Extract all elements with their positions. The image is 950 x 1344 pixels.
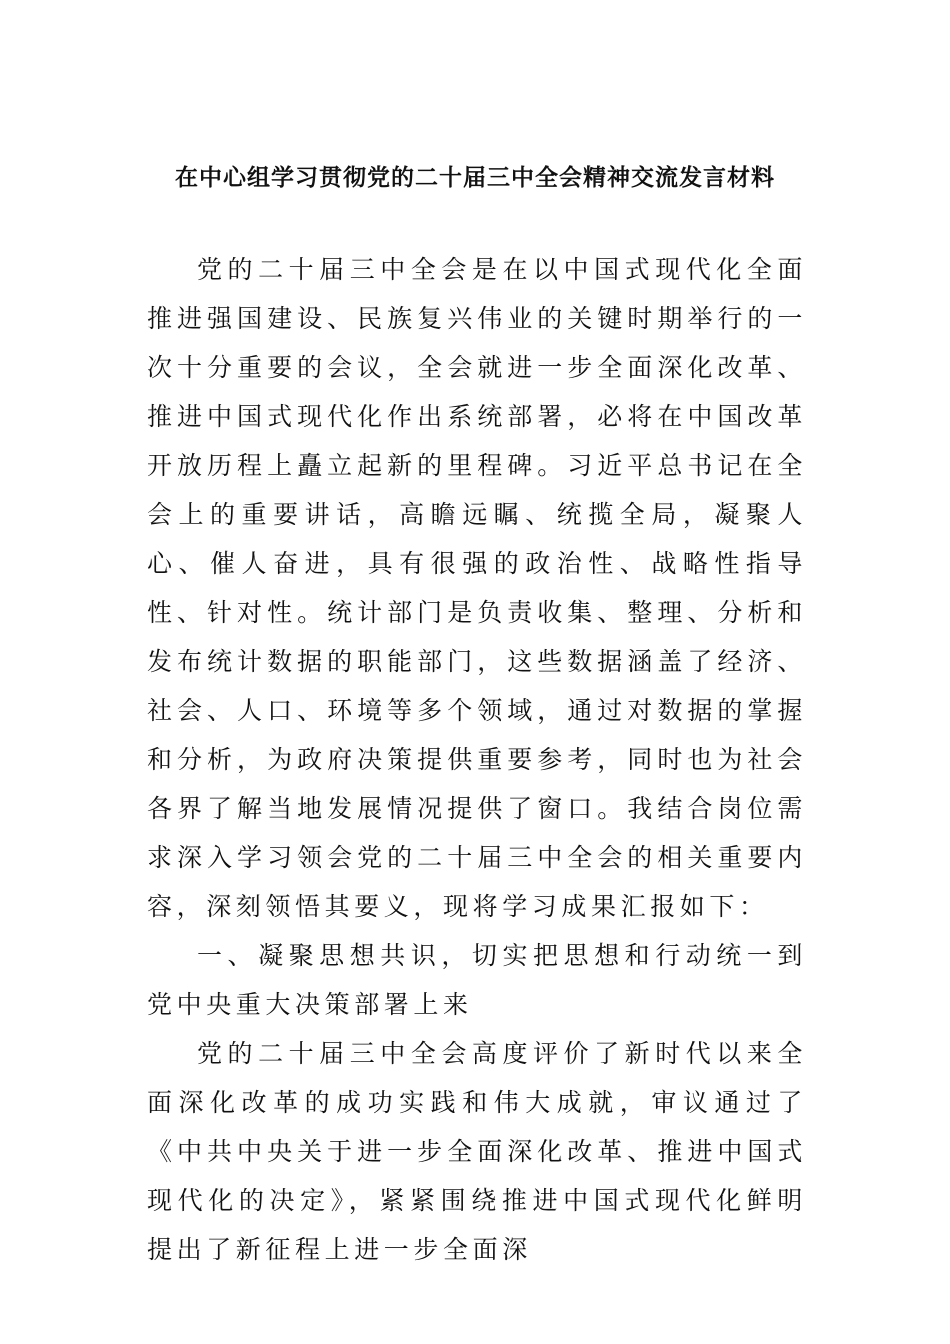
- document-body: [147, 245, 807, 1274]
- section-1-paragraph: 党的二十届三中全会高度评价了新时代以来全面深化改革的成功实践和伟大成就，审议通过了《中共中央关于进一步全面深化改革、推进中国式现代化的决定》，紧紧围绕推进中国式现代化鲜明提出了新征程上进一步全面深: [147, 1039, 807, 1264]
- section-heading-1: 一、凝聚思想共识，切实把思想和行动统一到党中央重大决策部署上来: [147, 941, 807, 1019]
- document-title: 在中心组学习贯彻党的二十届三中全会精神交流发言材料: [175, 165, 775, 191]
- intro-paragraph: 党的二十届三中全会是在以中国式现代化全面推进强国建设、民族复兴伟业的关键时期举行的一次十分重要的会议，全会就进一步全面深化改革、推进中国式现代化作出系统部署，必将在中国改革开放历程上矗立起新的里程碑。习近平总书记在全会上的重要讲话，高瞻远瞩、统揽全局，凝聚人心、催人奋进，具有很强的政治性、战略性指导性、针对性。统计部门是负责收集、整理、分析和发布统计数据的职能部门，这些数据涵盖了经济、社会、人口、环境等多个领域，通过对数据的掌握和分析，为政府决策提供重要参考，同时也为社会各界了解当地发展情况提供了窗口。我结合岗位需求深入学习领会党的二十届三中全会的相关重要内容，深刻领悟其要义，现将学习成果汇报如下：: [147, 255, 807, 921]
